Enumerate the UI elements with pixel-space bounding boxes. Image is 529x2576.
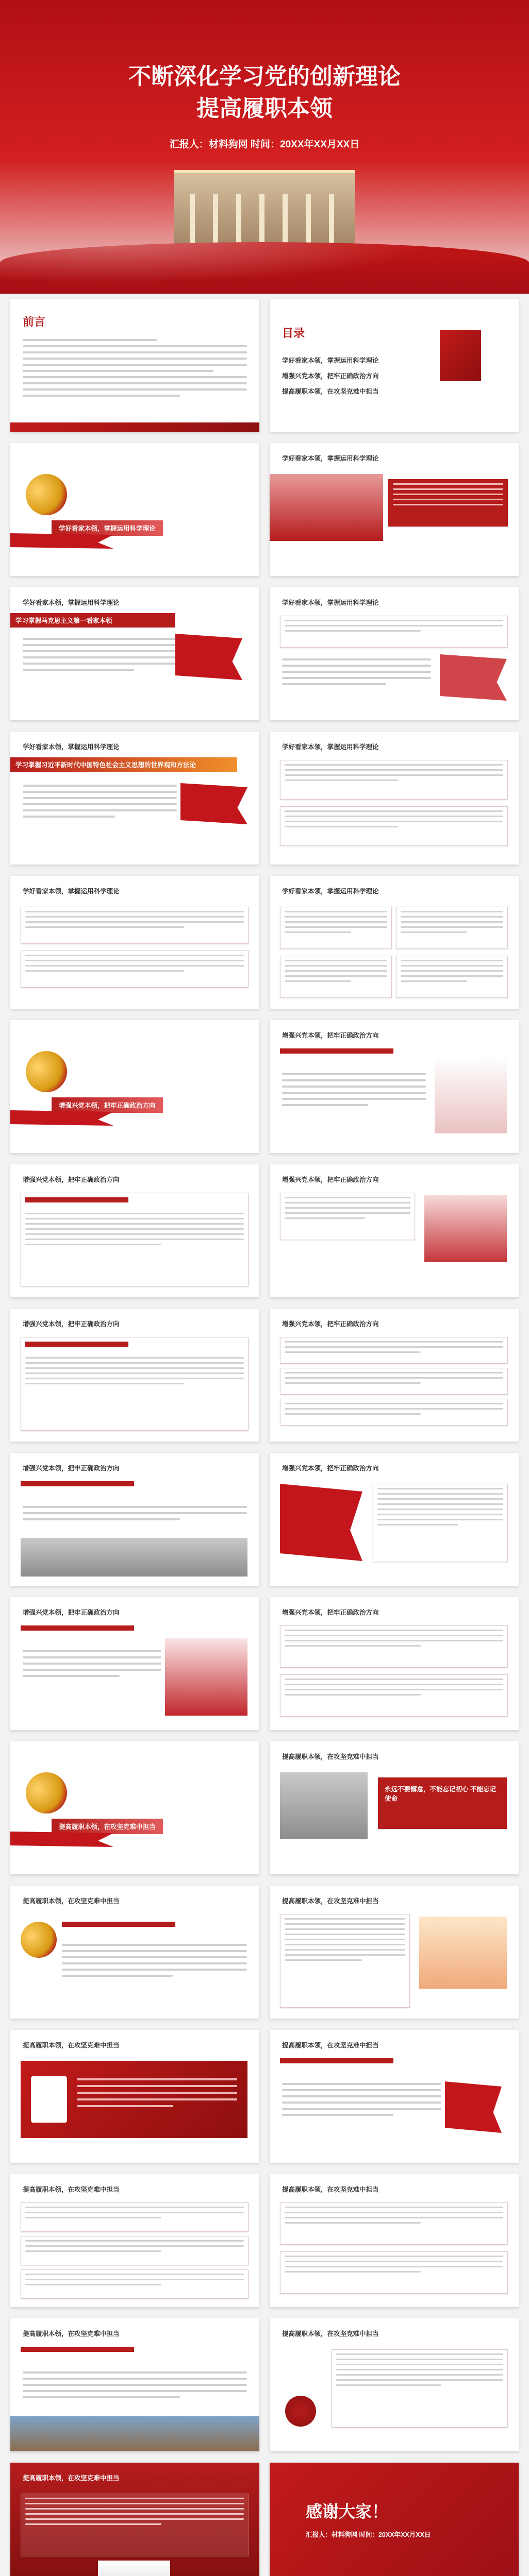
slide-25	[10, 2030, 259, 2163]
great-hall-image	[10, 2416, 259, 2451]
slide-10-card-1	[280, 907, 392, 949]
slide-5-heading-bar: 学习掌握马克思主义第一看家本领	[10, 613, 175, 628]
emblem-decoration	[26, 474, 67, 515]
slide-13-heading-bar	[25, 1197, 128, 1202]
slide-20	[270, 1597, 519, 1730]
slide-23-heading-bar	[62, 1922, 175, 1927]
slide-4-text-card	[388, 479, 508, 527]
slide-23	[10, 1886, 259, 2019]
slide-27-item-1	[21, 2202, 249, 2232]
slide-16-item-1	[280, 1337, 508, 1364]
slide-12	[270, 1020, 519, 1153]
slide-30	[270, 2318, 519, 2451]
slide-15-card	[21, 1337, 249, 1431]
great-hall-image	[280, 1772, 368, 1839]
slide-9-card-2	[21, 951, 249, 988]
slide-25-text	[77, 2074, 237, 2112]
slide-26	[270, 2030, 519, 2163]
slide-5	[10, 587, 259, 720]
slide-section-2	[10, 1020, 259, 1153]
slide-26-heading-bar	[280, 2058, 393, 2063]
slide-8	[270, 732, 519, 865]
slide-6-label: 学好看家本领，掌握运用科学理论	[282, 599, 379, 606]
slide-22	[270, 1741, 519, 1874]
slide-30-card	[332, 2349, 508, 2428]
slide-19	[10, 1597, 259, 1730]
slide-13	[10, 1164, 259, 1297]
slide-7-text	[23, 781, 177, 822]
slide-6-card-1	[280, 616, 508, 648]
slide-bottom-band	[10, 422, 259, 432]
red-flag-decoration	[180, 783, 247, 824]
slide-24	[270, 1886, 519, 2019]
slide-18	[270, 1453, 519, 1586]
preface-text	[23, 335, 247, 401]
slide-16-item-2	[280, 1368, 508, 1395]
slide-29	[10, 2318, 259, 2451]
cover-title-line2: 提高履职本领	[196, 95, 333, 122]
preface-title: 前言	[23, 315, 46, 329]
slide-13-label: 增强兴党本领，把牢正确政治方向	[23, 1176, 120, 1183]
red-flag-decoration	[10, 1110, 113, 1126]
tiananmen-image	[165, 1638, 247, 1716]
slide-6	[270, 587, 519, 720]
slide-17-text	[23, 1502, 247, 1524]
emblem-decoration	[26, 1772, 67, 1814]
slide-9-label: 学好看家本领，掌握运用科学理论	[23, 888, 120, 895]
slide-30-label: 提高履职本领，在攻坚克难中担当	[282, 2330, 379, 2337]
slide-16-label: 增强兴党本领，把牢正确政治方向	[282, 1320, 379, 1328]
emblem-decoration	[26, 1051, 67, 1092]
emblem-decoration	[21, 1922, 57, 1958]
slide-23-label: 提高履职本领，在攻坚克难中担当	[23, 1897, 120, 1905]
slide-22-quote: 永远不要懈怠，不能忘记初心 不能忘记使命	[378, 1777, 507, 1829]
slide-10-card-3	[280, 956, 392, 998]
slide-12-label: 增强兴党本领，把牢正确政治方向	[282, 1032, 379, 1039]
slide-31-label: 提高履职本领，在攻坚克难中担当	[23, 2475, 120, 2482]
slide-10-card-4	[396, 956, 508, 998]
slide-20-card-2	[280, 1674, 508, 1717]
slide-10-card-2	[396, 907, 508, 949]
china-map-decoration	[445, 2081, 502, 2133]
thanks-meta: 汇报人：材料狗网 时间：20XX年XX月XX日	[306, 2531, 431, 2538]
slide-31-card	[21, 2494, 249, 2556]
slide-16	[270, 1309, 519, 1442]
section-3-title: 提高履职本领，在攻坚克难中担当	[52, 1819, 163, 1834]
slide-5-text	[23, 634, 182, 675]
checklist-icon	[31, 2076, 67, 2123]
slide-13-card	[21, 1193, 249, 1286]
toc-item-1[interactable]: 学好看家本领，掌握运用科学理论	[282, 357, 379, 364]
slide-6-text	[282, 654, 431, 689]
slide-section-3	[10, 1741, 259, 1874]
slide-8-card-1	[280, 760, 508, 800]
slide-16-item-3	[280, 1399, 508, 1426]
slide-27-item-3	[21, 2269, 249, 2299]
toc-item-3[interactable]: 提高履职本领，在攻坚克难中担当	[282, 388, 379, 395]
slide-15-heading-bar	[25, 1342, 128, 1347]
red-flag-decoration	[10, 1832, 113, 1847]
slide-27-label: 提高履职本领，在攻坚克难中担当	[23, 2186, 120, 2193]
red-flag-decoration	[10, 533, 113, 549]
thanks-title: 感谢大家！	[306, 2502, 389, 2521]
slide-14-card	[280, 1193, 415, 1240]
slide-17-heading-bar	[21, 1481, 134, 1486]
slide-15	[10, 1309, 259, 1442]
slide-28-card-2	[280, 2251, 508, 2294]
mountain-image	[21, 1538, 247, 1577]
star-emblem-icon	[285, 2396, 316, 2427]
red-flag-decoration	[175, 634, 242, 680]
slide-28-card-1	[280, 2202, 508, 2245]
signpost-decoration	[280, 1484, 362, 1561]
slide-7	[10, 732, 259, 865]
slide-19-heading-bar	[21, 1625, 134, 1631]
slide-19-label: 增强兴党本领，把牢正确政治方向	[23, 1609, 120, 1616]
slide-grid	[10, 299, 519, 2576]
slide-26-text	[282, 2079, 441, 2120]
slide-14	[270, 1164, 519, 1297]
slide-28-label: 提高履职本领，在攻坚克难中担当	[282, 2186, 379, 2193]
slide-15-label: 增强兴党本领，把牢正确政治方向	[23, 1320, 120, 1328]
slide-4	[270, 443, 519, 576]
cover-slide	[0, 0, 529, 289]
slide-28	[270, 2174, 519, 2307]
slide-17	[10, 1453, 259, 1586]
slide-7-heading-bar: 学习掌握习近平新时代中国特色社会主义思想的世界观和方法论	[10, 757, 237, 772]
slide-25-label: 提高履职本领，在攻坚克难中担当	[23, 2042, 120, 2049]
slide-5-label: 学好看家本领，掌握运用科学理论	[23, 599, 120, 606]
section-1-title: 学好看家本领，掌握运用科学理论	[52, 520, 163, 536]
slide-toc	[270, 299, 519, 432]
slide-10-label: 学好看家本领，掌握运用科学理论	[282, 888, 379, 895]
slide-25-red-panel	[21, 2061, 247, 2138]
slide-17-label: 增强兴党本领，把牢正确政治方向	[23, 1465, 120, 1472]
flag-image	[424, 1195, 507, 1262]
slide-preface	[10, 299, 259, 432]
red-ribbon-decoration	[0, 242, 529, 294]
slide-23-text	[62, 1940, 247, 1981]
slide-10	[270, 876, 519, 1009]
section-2-title: 增强兴党本领，把牢正确政治方向	[52, 1097, 163, 1113]
slide-18-card	[373, 1484, 508, 1562]
tiananmen-image	[270, 474, 383, 541]
slide-24-card	[280, 1914, 410, 2008]
slide-29-heading-bar	[21, 2347, 134, 2352]
slide-9-card-1	[21, 907, 249, 944]
slide-12-text	[282, 1069, 426, 1110]
slide-4-label: 学好看家本领，掌握运用科学理论	[282, 455, 379, 462]
slide-14-label: 增强兴党本领，把牢正确政治方向	[282, 1176, 379, 1183]
slide-thanks	[270, 2463, 519, 2576]
toc-title: 目录	[282, 327, 305, 340]
slide-7-label: 学好看家本领，掌握运用科学理论	[23, 743, 120, 751]
monument-image	[435, 1056, 507, 1133]
slide-12-heading-bar	[280, 1048, 393, 1054]
cover-title	[93, 61, 436, 125]
toc-item-2[interactable]: 增强兴党本领，把牢正确政治方向	[282, 372, 379, 380]
slide-20-card-1	[280, 1625, 508, 1668]
slide-31	[10, 2463, 259, 2576]
slide-26-label: 提高履职本领，在攻坚克难中担当	[282, 2042, 379, 2049]
red-ink-decoration	[440, 654, 507, 701]
toc-red-block	[440, 330, 481, 381]
slide-27	[10, 2174, 259, 2307]
slide-section-1	[10, 443, 259, 576]
slide-20-label: 增强兴党本领，把牢正确政治方向	[282, 1609, 379, 1616]
slide-8-card-2	[280, 806, 508, 846]
slide-19-text	[23, 1646, 161, 1681]
slide-24-label: 提高履职本领，在攻坚克难中担当	[282, 1897, 379, 1905]
slide-27-item-2	[21, 2236, 249, 2265]
thanks-panel	[270, 2463, 519, 2576]
people-illustration	[419, 1917, 507, 1989]
book-image	[98, 2561, 170, 2576]
cover-meta: 汇报人：材料狗网 时间：20XX年XX月XX日	[169, 139, 360, 150]
slide-8-label: 学好看家本领，掌握运用科学理论	[282, 743, 379, 751]
slide-18-label: 增强兴党本领，把牢正确政治方向	[282, 1465, 379, 1472]
cover-title-line1: 不断深化学习党的创新理论	[128, 63, 401, 90]
slide-9	[10, 876, 259, 1009]
slide-22-label: 提高履职本领，在攻坚克难中担当	[282, 1753, 379, 1760]
slide-29-text	[23, 2367, 247, 2402]
slide-29-label: 提高履职本领，在攻坚克难中担当	[23, 2330, 120, 2337]
